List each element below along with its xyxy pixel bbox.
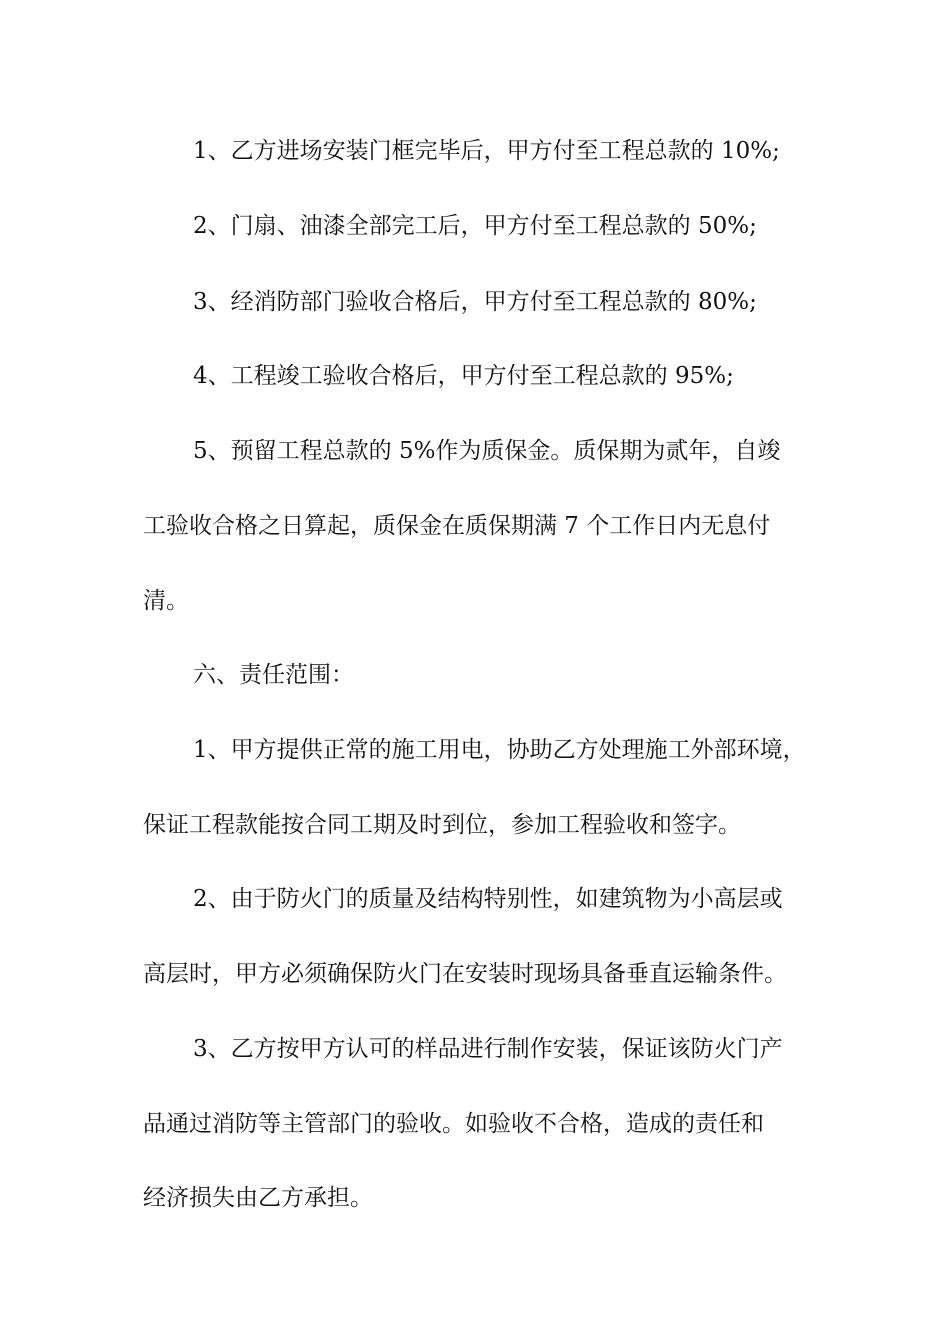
- responsibility-item-3-line-3: 经济损失由乙方承担。: [143, 1185, 373, 1211]
- payment-item-1: 1、乙方进场安装门框完毕后，甲方付至工程总款的 10%;: [193, 138, 780, 164]
- payment-item-4: 4、工程竣工验收合格后，甲方付至工程总款的 95%;: [193, 363, 734, 389]
- payment-item-5-line-2: 工验收合格之日算起，质保金在质保期满 7 个工作日内无息付: [143, 513, 771, 539]
- responsibility-item-2-line-2: 高层时，甲方必须确保防火门在安装时现场具备垂直运输条件。: [143, 961, 787, 987]
- responsibility-item-1-line-1: 1、甲方提供正常的施工用电，协助乙方处理施工外部环境，: [193, 737, 806, 763]
- responsibility-item-3-line-1: 3、乙方按甲方认可的样品进行制作安装，保证该防火门产: [193, 1036, 783, 1062]
- payment-item-5-line-3: 清。: [143, 588, 189, 614]
- payment-item-5-line-1: 5、预留工程总款的 5%作为质保金。质保期为贰年，自竣: [193, 438, 781, 464]
- payment-item-3: 3、经消防部门验收合格后，甲方付至工程总款的 80%;: [193, 289, 757, 315]
- responsibility-item-3-line-2: 品通过消防等主管部门的验收。如验收不合格，造成的责任和: [143, 1111, 764, 1137]
- responsibility-item-1-line-2: 保证工程款能按合同工期及时到位，参加工程验收和签字。: [143, 812, 741, 838]
- payment-item-2: 2、门扇、油漆全部完工后，甲方付至工程总款的 50%;: [193, 213, 757, 239]
- responsibility-item-2-line-1: 2、由于防火门的质量及结构特别性，如建筑物为小高层或: [193, 886, 783, 912]
- section-heading-responsibility: 六、责任范围：: [193, 662, 354, 688]
